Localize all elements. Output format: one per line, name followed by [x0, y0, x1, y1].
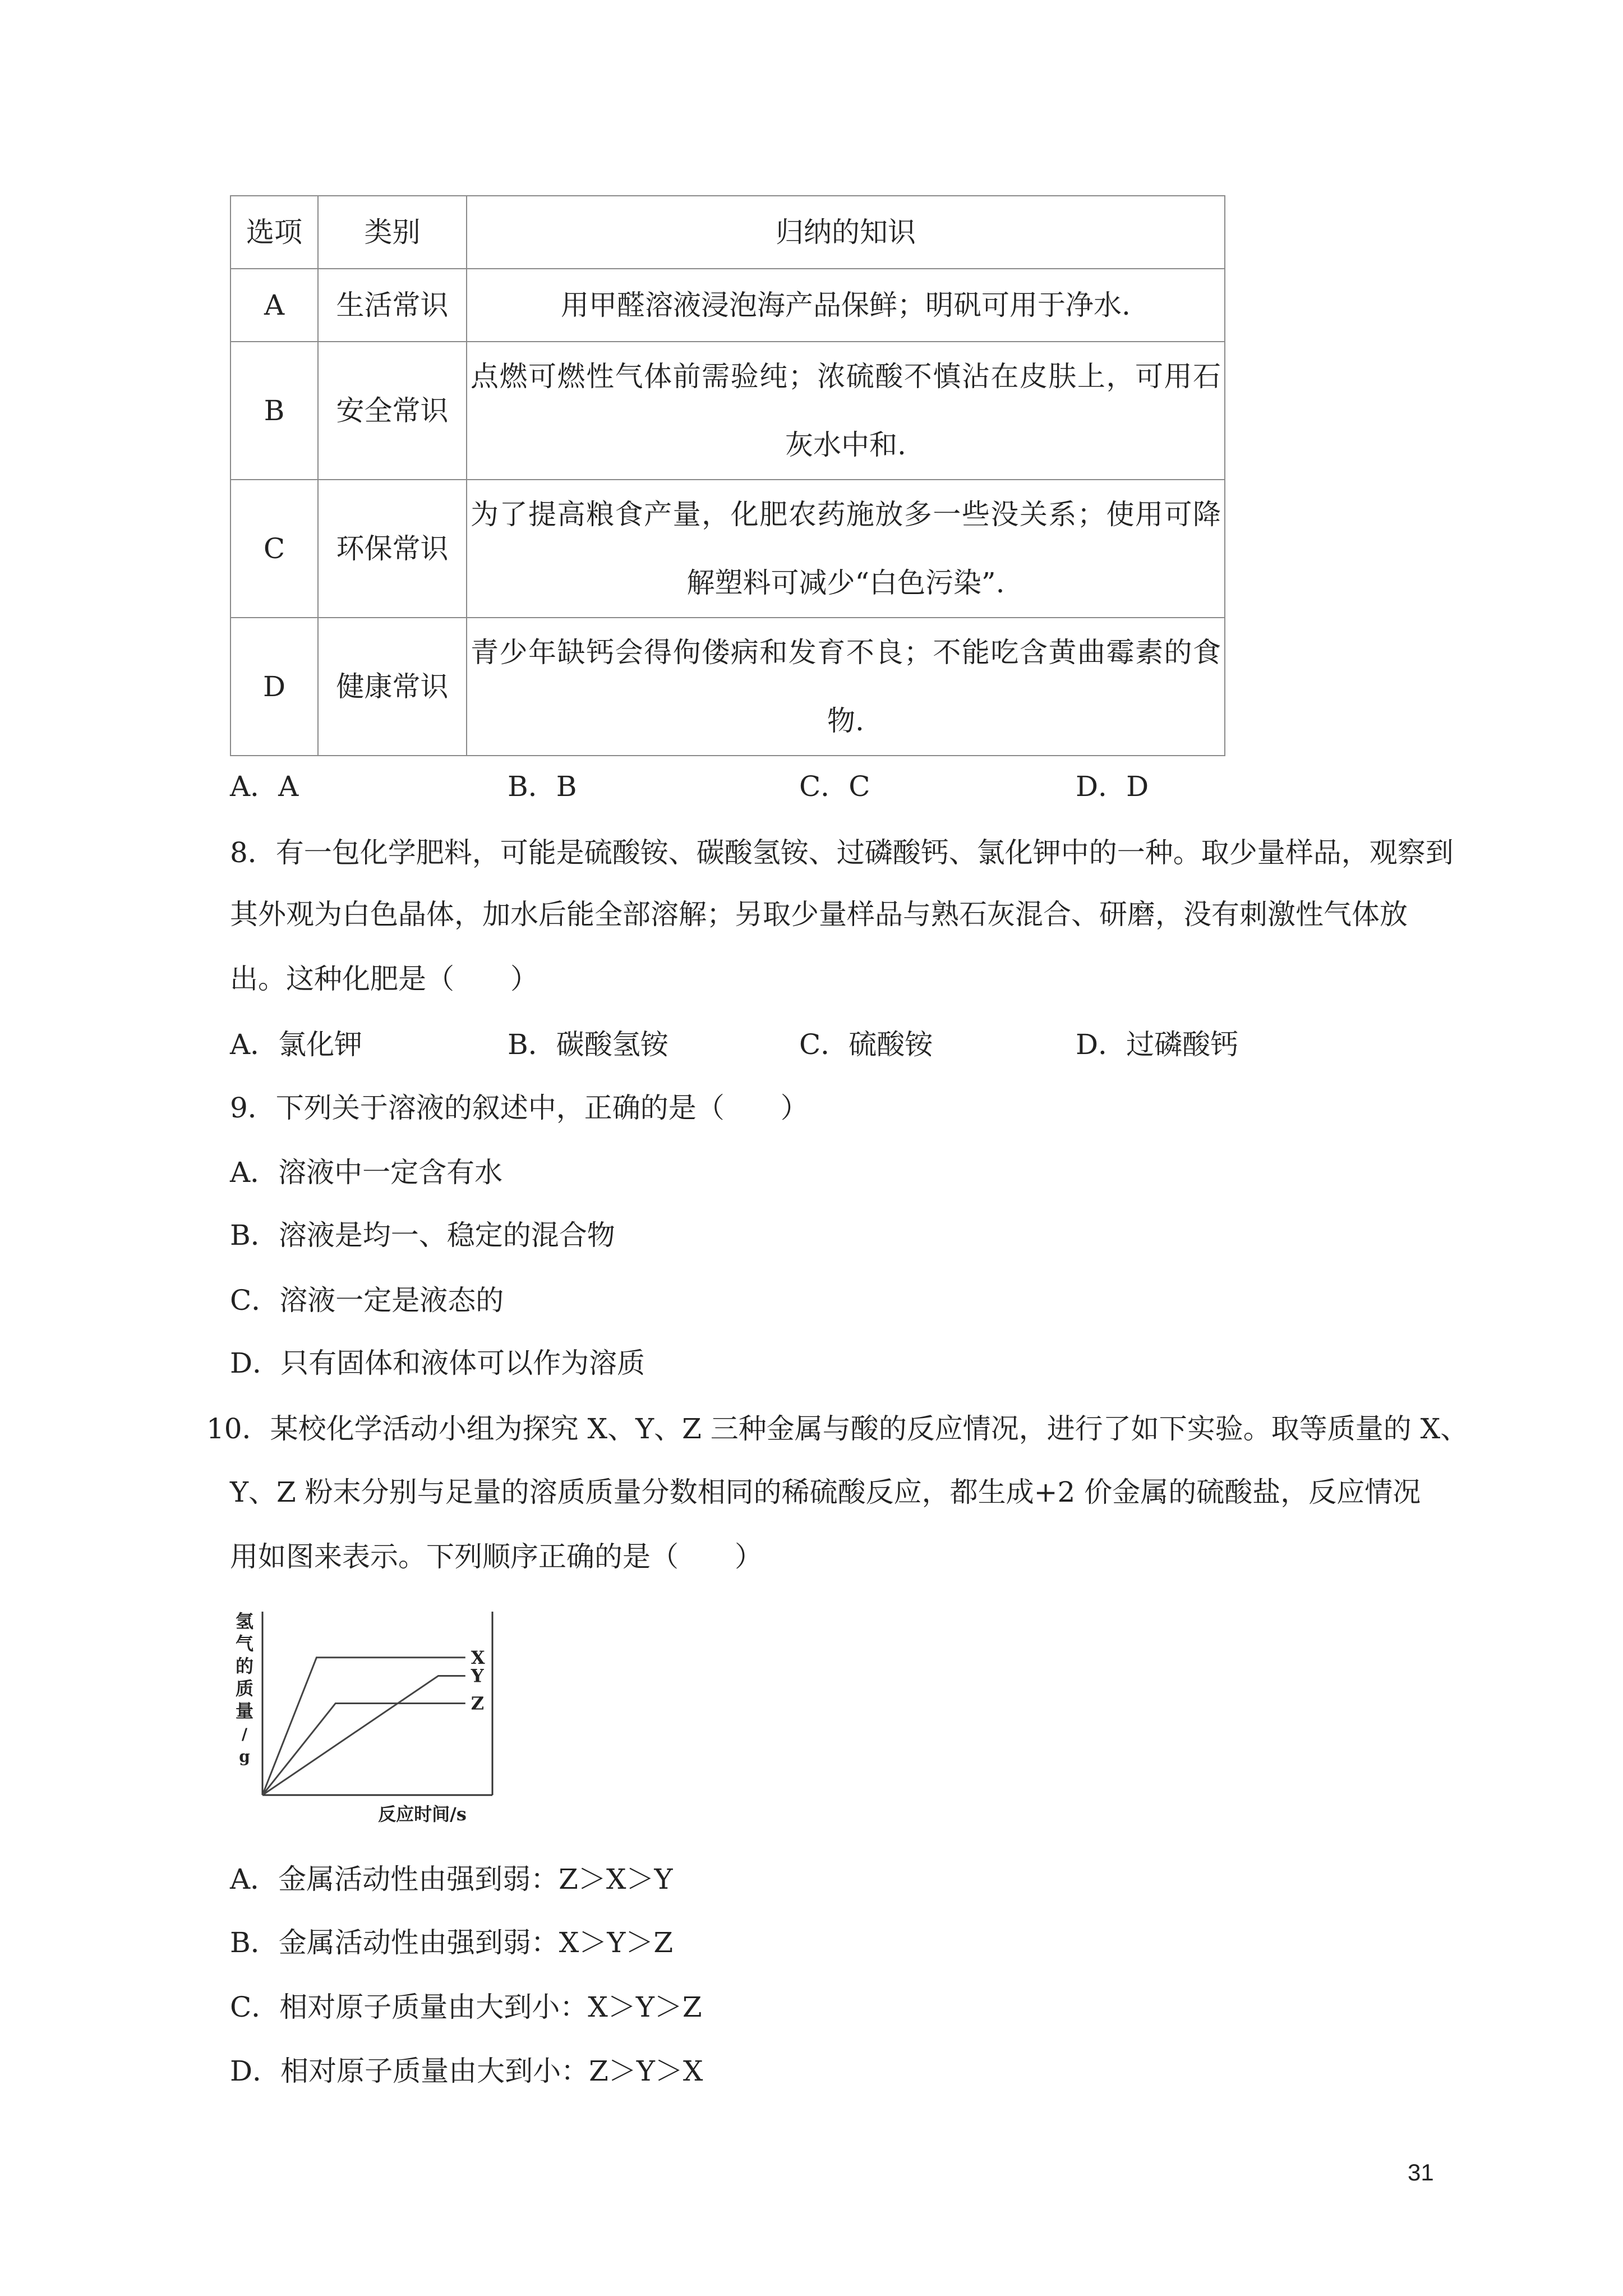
q8-options: [0, 1028, 1623, 1061]
q10-stem-line-1: 10．某校化学活动小组为探究 X、Y、Z 三种金属与酸的反应情况，进行了如下实验。取等质量的 X、: [206, 1412, 1469, 1445]
row-option: A: [230, 269, 318, 342]
option-b: B．碳酸氢铵: [508, 1028, 668, 1061]
header-option: 选项: [230, 196, 318, 269]
option-d: D．过磷酸钙: [1076, 1028, 1239, 1061]
table-header-row: [230, 196, 1225, 269]
q10-option-d: D．相对原子质量由大到小：Z＞Y＞X: [230, 2055, 703, 2087]
row-option: C: [230, 480, 318, 618]
q10-stem-line-3: 用如图来表示。下列顺序正确的是（ ）: [230, 1540, 763, 1573]
y-axis-label-char: 的: [235, 1655, 254, 1677]
page-number: 31: [1408, 2159, 1434, 2185]
row-category: 安全常识: [318, 342, 467, 480]
option-d: D．D: [1076, 770, 1149, 803]
q10-option-b: B．金属活动性由强到弱：X＞Y＞Z: [230, 1926, 674, 1959]
q9-stem: 9．下列关于溶液的叙述中，正确的是（ ）: [230, 1092, 809, 1124]
y-axis-label-char: 质: [235, 1678, 254, 1699]
row-knowledge: 青少年缺钙会得佝偻病和发育不良；不能吃含黄曲霉素的食物.: [467, 618, 1225, 756]
table-row: [230, 618, 1225, 756]
q9-option-b: B．溶液是均一、稳定的混合物: [230, 1219, 615, 1251]
hydrogen-mass-chart: [229, 1607, 504, 1832]
option-c: C．硫酸铵: [799, 1028, 933, 1061]
y-axis-label-char: g: [239, 1747, 250, 1766]
q8-stem-line-1: 8．有一包化学肥料，可能是硫酸铵、碳酸氢铵、过磷酸钙、氯化钾中的一种。取少量样品，观察到: [230, 836, 1454, 869]
row-knowledge: 用甲醛溶液浸泡海产品保鲜；明矾可用于净水.: [467, 269, 1225, 342]
header-category: 类别: [318, 196, 467, 269]
q7-options: [0, 770, 1623, 803]
table-row: [230, 342, 1225, 480]
q10-stem-line-2: Y、Z 粉末分别与足量的溶质质量分数相同的稀硫酸反应，都生成+2 价金属的硫酸盐，反应情况: [230, 1476, 1421, 1508]
row-category: 健康常识: [318, 618, 467, 756]
row-option: D: [230, 618, 318, 756]
y-axis-label-char: 量: [235, 1700, 254, 1722]
y-axis-label-char: 气: [235, 1633, 254, 1654]
series-line-y: [262, 1676, 465, 1795]
table-row: [230, 480, 1225, 618]
option-a: A．A: [230, 770, 299, 803]
series-label-z: Z: [471, 1692, 485, 1714]
option-a: A．氯化钾: [230, 1028, 363, 1061]
x-axis-label: 反应时间/s: [378, 1803, 467, 1825]
q9-option-a: A．溶液中一定含有水: [230, 1156, 503, 1189]
q9-option-c: C．溶液一定是液态的: [230, 1284, 504, 1317]
knowledge-table: [230, 195, 1225, 756]
row-category: 生活常识: [318, 269, 467, 342]
row-option: B: [230, 342, 318, 480]
y-axis-label-char: /: [241, 1725, 248, 1743]
q10-option-a: A．金属活动性由强到弱：Z＞X＞Y: [230, 1863, 673, 1895]
y-axis-label: [236, 1611, 253, 1766]
row-category: 环保常识: [318, 480, 467, 618]
q8-stem-line-2: 其外观为白色晶体，加水后能全部溶解；另取少量样品与熟石灰混合、研磨，没有刺激性气体放: [230, 898, 1408, 931]
y-axis-label-char: 氢: [235, 1611, 254, 1632]
q10-option-c: C．相对原子质量由大到小：X＞Y＞Z: [230, 1991, 702, 2023]
series-label-y: Y: [471, 1665, 484, 1687]
header-knowledge: 归纳的知识: [467, 196, 1225, 269]
series-label-x: X: [471, 1646, 485, 1668]
option-c: C．C: [799, 770, 870, 803]
q9-option-d: D．只有固体和液体可以作为溶质: [230, 1347, 645, 1379]
table-row: [230, 269, 1225, 342]
q8-stem-line-3: 出。这种化肥是（ ）: [230, 963, 538, 995]
row-knowledge: 点燃可燃性气体前需验纯；浓硫酸不慎沾在皮肤上，可用石灰水中和.: [467, 342, 1225, 480]
option-b: B．B: [508, 770, 577, 803]
row-knowledge: 为了提高粮食产量，化肥农药施放多一些没关系；使用可降解塑料可减少“白色污染”.: [467, 480, 1225, 618]
